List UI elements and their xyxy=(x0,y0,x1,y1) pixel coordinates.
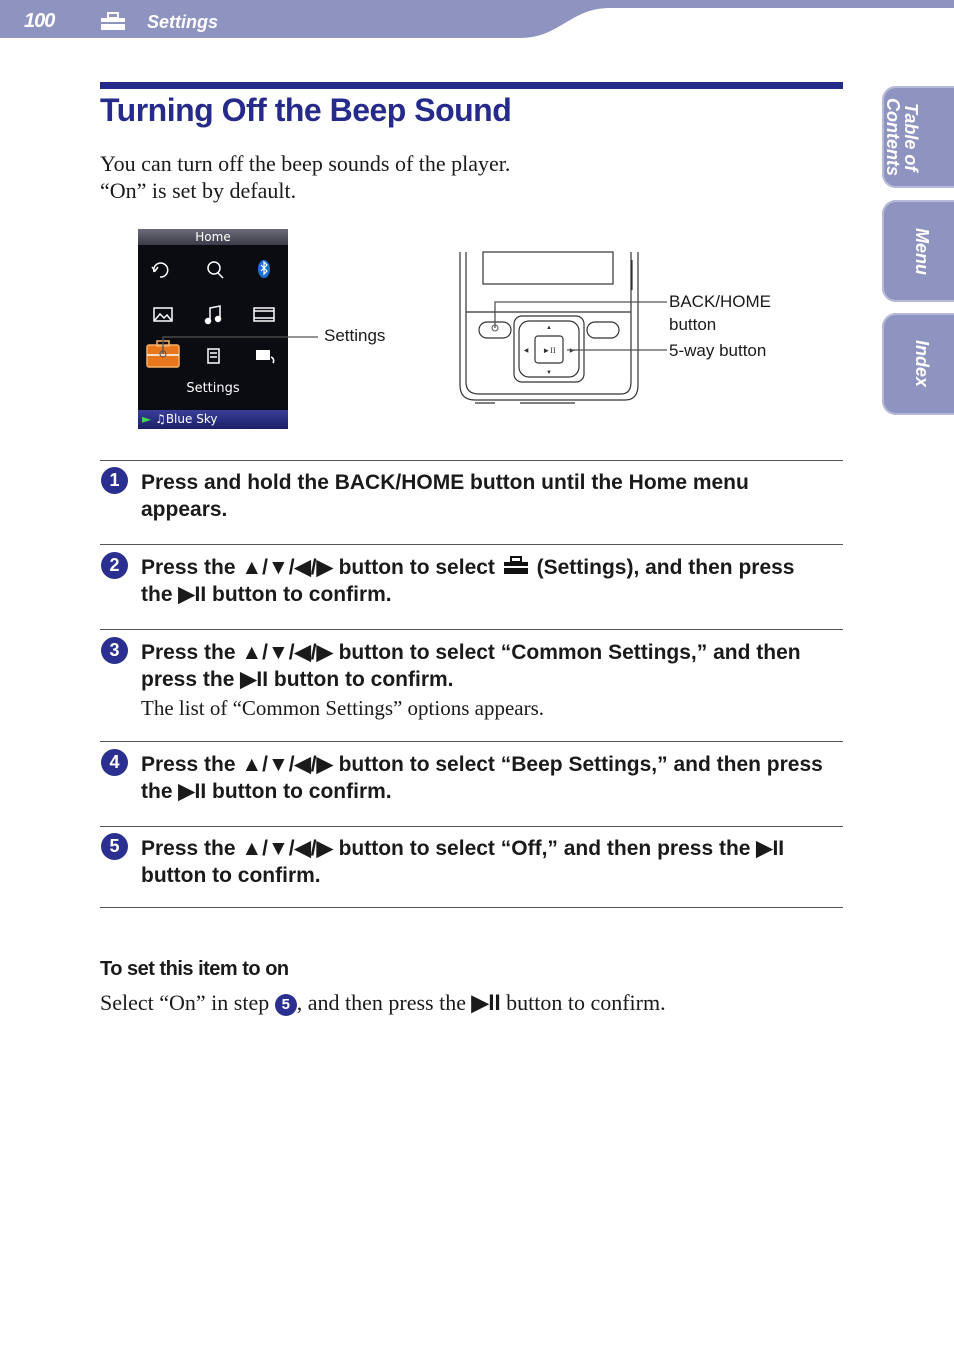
play-pause-icon: ▶II xyxy=(471,990,501,1015)
svg-text:►II: ►II xyxy=(542,346,556,355)
svg-text:▲: ▲ xyxy=(546,325,552,331)
step-2 xyxy=(141,554,841,608)
now-playing-bar xyxy=(138,410,288,429)
step-number-badge: 4 xyxy=(101,749,128,776)
page-number: 100 xyxy=(24,10,55,32)
step-text: button to confirm. xyxy=(212,780,392,803)
toolbox-icon xyxy=(100,12,126,32)
tab-label: Menu xyxy=(912,227,932,275)
intro-line: You can turn off the beep sounds of the player. xyxy=(100,151,511,176)
step-divider xyxy=(100,629,843,630)
step-text: press the xyxy=(141,668,235,691)
player-device-illustration xyxy=(455,250,670,410)
svg-text:▶: ▶ xyxy=(569,348,575,354)
step-divider xyxy=(100,544,843,545)
callout-line: button xyxy=(669,315,717,334)
step-text: (Settings), and then press xyxy=(536,556,795,579)
step-text: the xyxy=(141,780,173,803)
step-number-badge: 5 xyxy=(101,833,128,860)
play-pause-icon: ▶II xyxy=(178,780,207,803)
title-rule xyxy=(100,82,843,89)
step-number-badge: 1 xyxy=(101,467,128,494)
body-text: button to confirm. xyxy=(506,990,666,1015)
play-indicator-icon: ► xyxy=(142,412,152,426)
step-3 xyxy=(141,639,841,693)
svg-text:▼: ▼ xyxy=(546,370,552,376)
step-line: Press the ▲/▼/◀/▶ button to select “Common Settings,” and then xyxy=(141,641,801,664)
callout-line: BACK/HOME xyxy=(669,292,772,311)
subsection-heading: To set this item to on xyxy=(100,958,289,980)
search-icon xyxy=(208,262,223,278)
home-title-bar: Home xyxy=(138,229,288,245)
selected-item-label: Settings xyxy=(186,381,240,396)
step-4 xyxy=(141,751,841,805)
step-number-badge: 3 xyxy=(101,637,128,664)
step-line: appears. xyxy=(141,498,228,521)
subsection-body xyxy=(100,990,666,1016)
step-line: button to confirm. xyxy=(141,864,321,887)
step-line xyxy=(141,835,841,862)
section-title: Settings xyxy=(147,12,219,32)
step-text: Press the ▲/▼/◀/▶ button to select xyxy=(141,556,495,579)
intro-text xyxy=(100,150,510,204)
play-pause-icon: ▶II xyxy=(756,837,785,860)
tab-menu[interactable] xyxy=(882,200,954,302)
note-icon: ♫ xyxy=(155,412,166,426)
step-ref-badge: 5 xyxy=(275,994,297,1016)
tab-index[interactable] xyxy=(882,313,954,415)
step-line: Press the ▲/▼/◀/▶ button to select “Beep Settings,” and then press xyxy=(141,753,823,776)
bluetooth-icon xyxy=(258,260,270,278)
page-title: Turning Off the Beep Sound xyxy=(100,92,512,128)
step-text: the xyxy=(141,583,173,606)
step-line xyxy=(141,554,841,581)
five-way-callout: 5-way button xyxy=(669,341,767,360)
step-line: Press and hold the BACK/HOME button until the Home menu xyxy=(141,471,749,494)
step-text: button to confirm. xyxy=(273,668,454,691)
home-menu-screen xyxy=(138,229,288,429)
step-divider xyxy=(100,460,843,461)
step-text: Press the ▲/▼/◀/▶ button to select “Off,” and then press the xyxy=(141,837,751,860)
photo-icon xyxy=(154,308,172,321)
play-pause-icon: ▶II xyxy=(178,583,207,606)
body-text: , and then press the xyxy=(296,990,466,1015)
settings-callout: Settings xyxy=(324,326,386,345)
step-divider xyxy=(100,907,843,908)
intro-line: “On” is set by default. xyxy=(100,178,297,203)
header-band xyxy=(0,0,954,40)
step-number-badge: 2 xyxy=(101,552,128,579)
tab-label: Table of Contents xyxy=(883,98,921,176)
step-text: button to confirm. xyxy=(212,583,392,606)
tab-label: Index xyxy=(912,340,932,388)
step-line xyxy=(141,581,841,608)
svg-text:◀: ◀ xyxy=(523,348,529,354)
settings-callout-line xyxy=(140,330,320,370)
toolbox-icon xyxy=(501,556,531,576)
step-note: The list of “Common Settings” options appears. xyxy=(141,696,545,720)
video-icon xyxy=(254,308,274,321)
step-line xyxy=(141,778,841,805)
play-pause-icon: ▶II xyxy=(240,668,269,691)
shuffle-icon xyxy=(152,263,168,277)
body-text: Select “On” in step xyxy=(100,990,270,1015)
step-1 xyxy=(141,469,841,523)
home-menu-icons xyxy=(138,245,288,395)
step-divider xyxy=(100,741,843,742)
now-playing-title: Blue Sky xyxy=(165,412,218,426)
tab-table-of-contents[interactable] xyxy=(882,86,954,188)
back-home-callout xyxy=(669,290,771,336)
step-5 xyxy=(141,835,841,889)
step-line xyxy=(141,666,841,693)
music-note-icon xyxy=(206,306,221,324)
step-divider xyxy=(100,826,843,827)
